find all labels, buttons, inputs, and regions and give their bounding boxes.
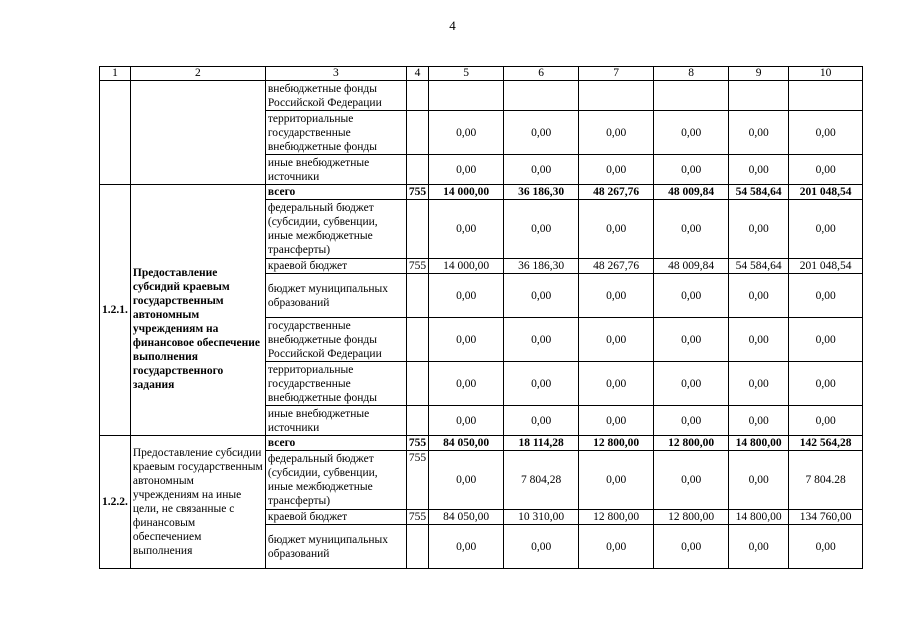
header-cell: 2 [130, 67, 265, 81]
kbk-cell [406, 81, 428, 111]
value-cell: 0,00 [579, 525, 654, 569]
value-cell: 0,00 [729, 451, 789, 510]
value-cell: 0,00 [429, 274, 504, 318]
value-cell: 12 800,00 [579, 436, 654, 451]
kbk-cell [406, 155, 428, 185]
value-cell: 0,00 [429, 111, 504, 155]
name-cell [130, 185, 265, 436]
value-cell: 0,00 [429, 525, 504, 569]
header-cell: 1 [100, 67, 131, 81]
code-cell [100, 81, 131, 185]
value-cell: 0,00 [504, 406, 579, 436]
code-cell: 1.2.2. [100, 436, 131, 569]
source-cell: иные внебюджетные источники [265, 406, 406, 436]
source-cell: бюджет муниципальных образований [265, 525, 406, 569]
value-cell: 0,00 [579, 111, 654, 155]
value-cell: 54 584,64 [729, 185, 789, 200]
kbk-cell [406, 111, 428, 155]
kbk-cell: 755 [406, 451, 428, 510]
value-cell: 0,00 [579, 451, 654, 510]
value-cell: 0,00 [789, 406, 863, 436]
value-cell: 0,00 [429, 362, 504, 406]
source-cell: бюджет муниципальных образований [265, 274, 406, 318]
kbk-cell [406, 274, 428, 318]
value-cell: 0,00 [654, 200, 729, 259]
source-cell: иные внебюджетные источники [265, 155, 406, 185]
value-cell: 7 804,28 [504, 451, 579, 510]
header-cell: 7 [579, 67, 654, 81]
value-cell: 48 009,84 [654, 259, 729, 274]
value-cell: 0,00 [729, 111, 789, 155]
value-cell: 0,00 [579, 362, 654, 406]
value-cell: 0,00 [504, 274, 579, 318]
table-row-total [100, 436, 863, 451]
value-cell: 0,00 [654, 318, 729, 362]
value-cell: 0,00 [504, 111, 579, 155]
value-cell: 0,00 [579, 200, 654, 259]
header-cell: 3 [265, 67, 406, 81]
value-cell: 48 267,76 [579, 259, 654, 274]
value-cell: 0,00 [504, 362, 579, 406]
value-cell [789, 81, 863, 111]
value-cell: 0,00 [789, 200, 863, 259]
value-cell: 134 760,00 [789, 510, 863, 525]
header-row [100, 67, 863, 81]
value-cell: 0,00 [429, 406, 504, 436]
value-cell: 0,00 [579, 274, 654, 318]
value-cell: 0,00 [429, 318, 504, 362]
page-number: 4 [449, 18, 456, 33]
value-cell: 0,00 [729, 406, 789, 436]
value-cell: 0,00 [729, 318, 789, 362]
value-cell: 0,00 [429, 451, 504, 510]
value-cell: 54 584,64 [729, 259, 789, 274]
value-cell: 84 050,00 [429, 436, 504, 451]
value-cell: 84 050,00 [429, 510, 504, 525]
value-cell: 0,00 [504, 155, 579, 185]
value-cell [429, 81, 504, 111]
value-cell: 14 800,00 [729, 436, 789, 451]
header-cell: 5 [429, 67, 504, 81]
source-cell: всего [265, 436, 406, 451]
value-cell: 0,00 [504, 318, 579, 362]
value-cell: 0,00 [429, 155, 504, 185]
source-cell: территориальные государственные внебюджетные фонды [265, 111, 406, 155]
value-cell: 0,00 [654, 111, 729, 155]
kbk-cell [406, 525, 428, 569]
value-cell [729, 81, 789, 111]
value-cell: 0,00 [654, 451, 729, 510]
value-cell: 0,00 [654, 155, 729, 185]
kbk-cell: 755 [406, 436, 428, 451]
value-cell: 0,00 [789, 111, 863, 155]
budget-table [99, 66, 863, 569]
value-cell: 0,00 [654, 525, 729, 569]
value-cell: 12 800,00 [654, 436, 729, 451]
source-cell: государственные внебюджетные фонды Российской Федерации [265, 318, 406, 362]
kbk-cell [406, 318, 428, 362]
value-cell: 0,00 [504, 200, 579, 259]
kbk-cell: 755 [406, 510, 428, 525]
header-cell: 9 [729, 67, 789, 81]
kbk-cell [406, 406, 428, 436]
source-cell: федеральный бюджет (субсидии, субвенции, иные межбюджетные трансферты) [265, 200, 406, 259]
source-cell: внебюджетные фонды Российской Федерации [265, 81, 406, 111]
value-cell: 0,00 [789, 318, 863, 362]
kbk-cell: 755 [406, 185, 428, 200]
value-cell: 0,00 [654, 406, 729, 436]
value-cell: 0,00 [429, 200, 504, 259]
value-cell: 10 310,00 [504, 510, 579, 525]
name-cell [130, 436, 265, 569]
header-cell: 10 [789, 67, 863, 81]
value-cell: 12 800,00 [654, 510, 729, 525]
value-cell: 0,00 [789, 525, 863, 569]
name-text: Предоставление субсидий краевым государственным автономным учреждениям на финансовое обеспечение выполнения государственного задания [132, 267, 260, 391]
value-cell: 201 048,54 [789, 259, 863, 274]
value-cell: 0,00 [579, 318, 654, 362]
value-cell: 0,00 [729, 274, 789, 318]
value-cell: 18 114,28 [504, 436, 579, 451]
source-cell: краевой бюджет [265, 259, 406, 274]
value-cell: 0,00 [579, 155, 654, 185]
value-cell: 7 804.28 [789, 451, 863, 510]
kbk-cell [406, 362, 428, 406]
value-cell: 48 267,76 [579, 185, 654, 200]
value-cell: 0,00 [729, 155, 789, 185]
value-cell: 0,00 [504, 525, 579, 569]
value-cell: 0,00 [729, 525, 789, 569]
value-cell: 0,00 [579, 406, 654, 436]
value-cell [654, 81, 729, 111]
source-cell: всего [265, 185, 406, 200]
value-cell: 0,00 [789, 274, 863, 318]
header-cell: 6 [504, 67, 579, 81]
header-cell: 8 [654, 67, 729, 81]
table-row [100, 81, 863, 111]
kbk-cell: 755 [406, 259, 428, 274]
value-cell [504, 81, 579, 111]
value-cell: 14 800,00 [729, 510, 789, 525]
value-cell: 48 009,84 [654, 185, 729, 200]
value-cell: 0,00 [789, 155, 863, 185]
value-cell: 0,00 [654, 274, 729, 318]
header-cell: 4 [406, 67, 428, 81]
kbk-cell [406, 200, 428, 259]
value-cell: 14 000,00 [429, 259, 504, 274]
value-cell: 14 000,00 [429, 185, 504, 200]
value-cell: 0,00 [789, 362, 863, 406]
source-cell: краевой бюджет [265, 510, 406, 525]
value-cell: 142 564,28 [789, 436, 863, 451]
value-cell: 0,00 [729, 200, 789, 259]
value-cell: 12 800,00 [579, 510, 654, 525]
table-row-total [100, 185, 863, 200]
value-cell: 36 186,30 [504, 259, 579, 274]
value-cell: 0,00 [654, 362, 729, 406]
value-cell: 0,00 [729, 362, 789, 406]
source-cell: территориальные государственные внебюджетные фонды [265, 362, 406, 406]
value-cell: 36 186,30 [504, 185, 579, 200]
value-cell [579, 81, 654, 111]
source-cell: федеральный бюджет (субсидии, субвенции, иные межбюджетные трансферты) [265, 451, 406, 510]
value-cell: 201 048,54 [789, 185, 863, 200]
name-cell [130, 81, 265, 185]
name-text: Предоставление субсидии краевым государственным автономным учреждениям на иные цели, не связанные с финансовым обеспечением выполнения [132, 447, 263, 557]
code-cell: 1.2.1. [100, 185, 131, 436]
